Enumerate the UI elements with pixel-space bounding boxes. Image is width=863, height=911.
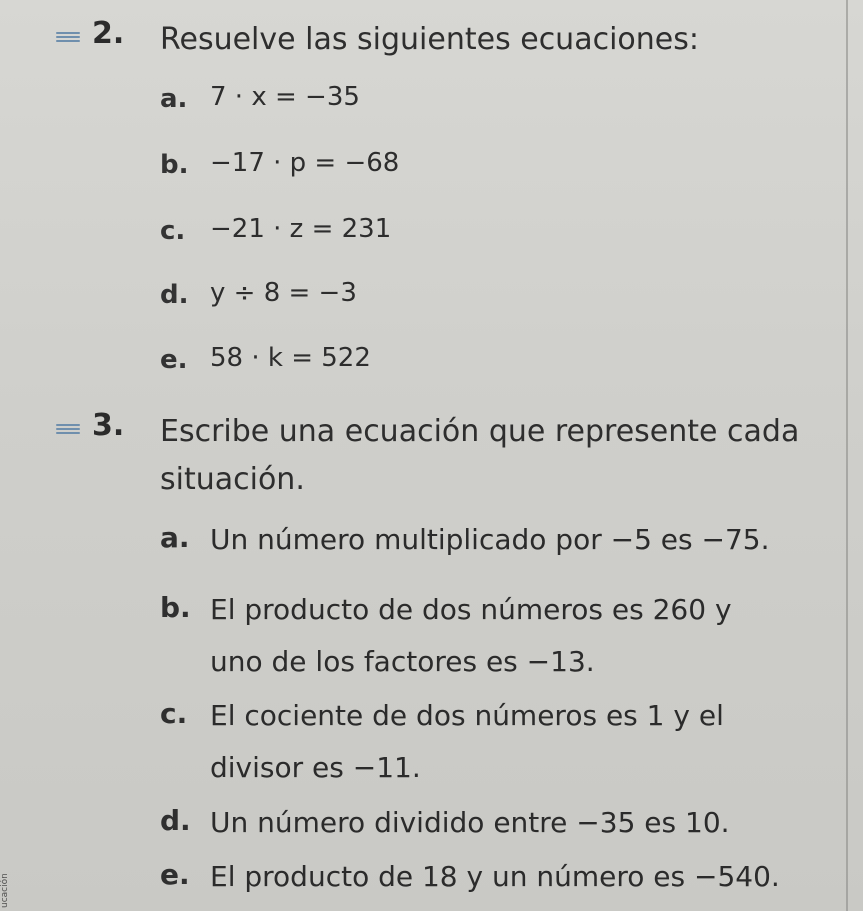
exercise-3-item-e-text: El producto de 18 y un número es −540.: [210, 860, 780, 893]
exercise-2-item-a-equation: 7 · x = −35: [210, 82, 360, 112]
exercise-3-item-b-text: El producto de dos números es 260 y uno de los factores es −13.: [210, 593, 732, 678]
exercise-3-item-c-text: El cociente de dos números es 1 y el divisor es −11.: [210, 699, 724, 784]
exercise-3-item-b-letter: b.: [160, 591, 191, 624]
exercise-3-item-d-letter: d.: [160, 804, 191, 837]
exercise-3-item-a-text: Un número multiplicado por −5 es −75.: [210, 523, 770, 556]
exercise-2-item-a-letter: a.: [160, 84, 188, 114]
exercise-2-item-e-letter: e.: [160, 345, 188, 375]
exercise-3-marker-icon: [56, 424, 80, 434]
exercise-3-item-c-letter: c.: [160, 697, 188, 730]
exercise-2-item-b-letter: b.: [160, 150, 189, 180]
exercise-2-item-c-letter: c.: [160, 216, 186, 246]
exercise-2-item-d-equation: y ÷ 8 = −3: [210, 278, 357, 308]
exercise-2-item-b-equation: −17 · p = −68: [210, 148, 400, 178]
exercise-2-item-d-letter: d.: [160, 280, 189, 310]
exercise-3-item-d-text: Un número dividido entre −35 es 10.: [210, 806, 730, 839]
exercise-2-title: Resuelve las siguientes ecuaciones:: [160, 22, 699, 57]
exercise-3-item-a-letter: a.: [160, 521, 190, 554]
exercise-3-title-line1: Escribe una ecuación que represente cada: [160, 414, 800, 449]
exercise-2-item-c-equation: −21 · z = 231: [210, 214, 392, 244]
exercise-3-title-line2: situación.: [160, 462, 305, 497]
margin-label: ucación: [0, 873, 10, 908]
exercise-3-item-e-letter: e.: [160, 858, 190, 891]
page-edge-line: [846, 0, 848, 911]
exercise-2-marker-icon: [56, 32, 80, 42]
exercise-3-number: 3.: [92, 408, 125, 443]
exercise-2-number: 2.: [92, 16, 125, 51]
exercise-2-item-e-equation: 58 · k = 522: [210, 343, 371, 373]
